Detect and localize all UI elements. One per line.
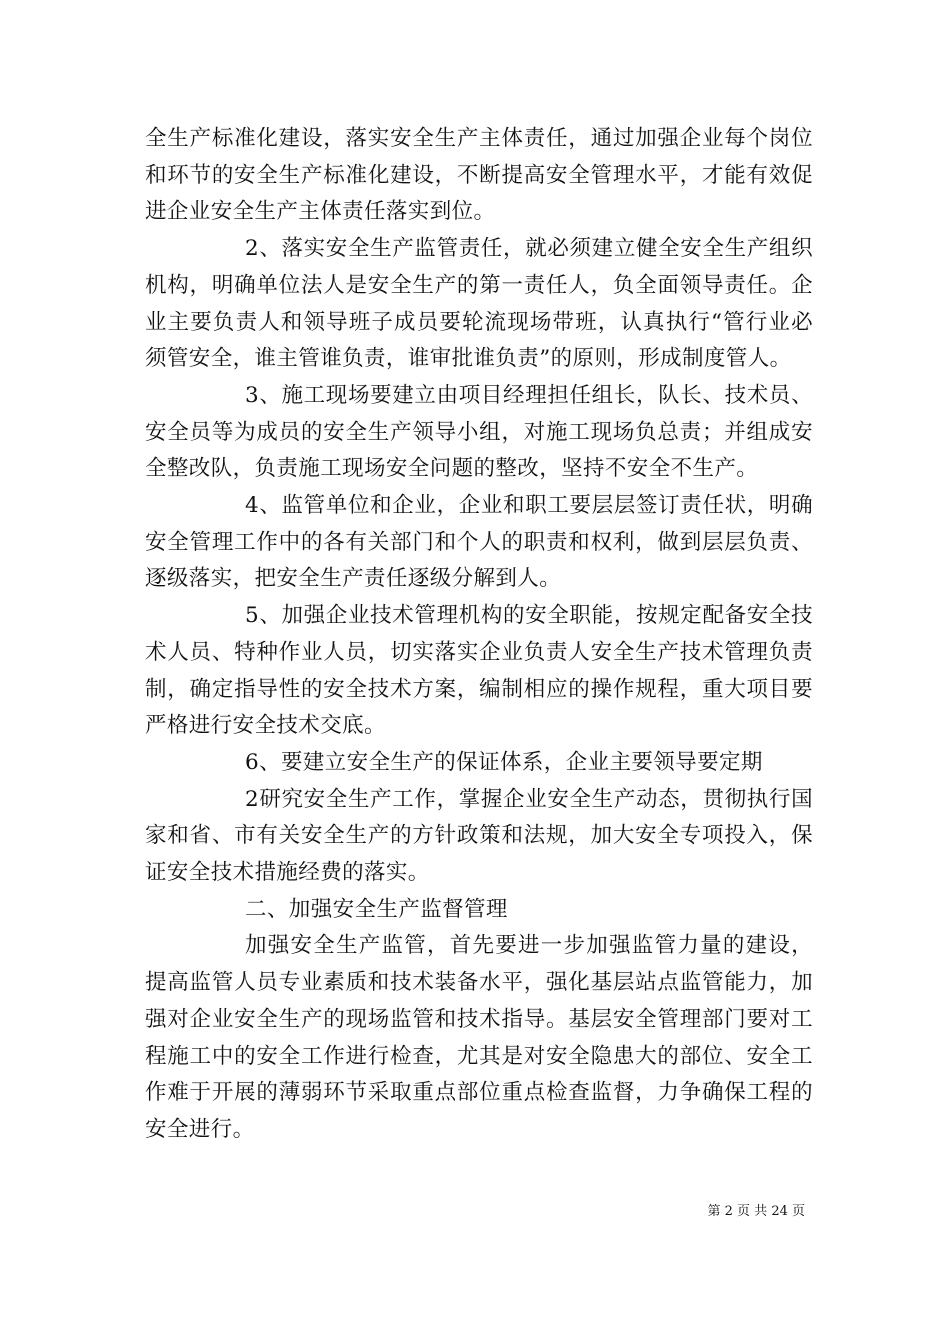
paragraph-item-6: 6、要建立安全生产的保证体系，企业主要领导要定期 bbox=[245, 749, 763, 775]
section-heading: 二、加强安全生产监督管理 bbox=[245, 896, 508, 922]
paragraph-item-4: 4、监管单位和企业，企业和职工要层层签订责任状，明确安全管理工作中的各有关部门和个人的职责和权利，做到层层负责、逐级落实，把安全生产责任逐级分解到人。 bbox=[145, 493, 813, 592]
paragraph-supervision: 加强安全生产监管，首先要进一步加强监管力量的建设，提高监管人员专业素质和技术装备水平，强化基层站点监管能力，加强对企业安全生产的现场监管和技术指导。基层安全管理部门要对工程施工中的安全工作进行检查，尤其是对安全隐患大的部位、安全工作难于开展的薄弱环节采取重点部位重点检查监督，力争确保工程的安全进行。 bbox=[145, 933, 813, 1142]
paragraph-item-2: 2、落实安全生产监管责任，就必须建立健全安全生产组织机构，明确单位法人是安全生产的第一责任人，负全面领导责任。企业主要负责人和领导班子成员要轮流现场带班，认真执行“管行业必须管安全，谁主管谁负责，谁审批谁负责”的原则，形成制度管人。 bbox=[145, 236, 813, 372]
document-body bbox=[145, 121, 813, 1149]
paragraph-continuation: 全生产标准化建设，落实安全生产主体责任，通过加强企业每个岗位和环节的安全生产标准化建设，不断提高安全管理水平，才能有效促进企业安全生产主体责任落实到位。 bbox=[145, 126, 813, 225]
paragraph-item-5: 5、加强企业技术管理机构的安全职能，按规定配备安全技术人员、特种作业人员，切实落实企业负责人安全生产技术管理负责制，确定指导性的安全技术方案，编制相应的操作规程，重大项目要严格进行安全技术交底。 bbox=[145, 603, 813, 739]
paragraph-item-6-continued: 2研究安全生产工作，掌握企业安全生产动态，贯彻执行国家和省、市有关安全生产的方针政策和法规，加大安全专项投入，保证安全技术措施经费的落实。 bbox=[145, 786, 813, 886]
page-number: 第 2 页 共 24 页 bbox=[707, 1204, 805, 1219]
paragraph-item-3: 3、施工现场要建立由项目经理担任组长，队长、技术员、安全员等为成员的安全生产领导小组，对施工现场负总责；并组成安全整改队，负责施工现场安全问题的整改，坚持不安全不生产。 bbox=[145, 382, 813, 482]
